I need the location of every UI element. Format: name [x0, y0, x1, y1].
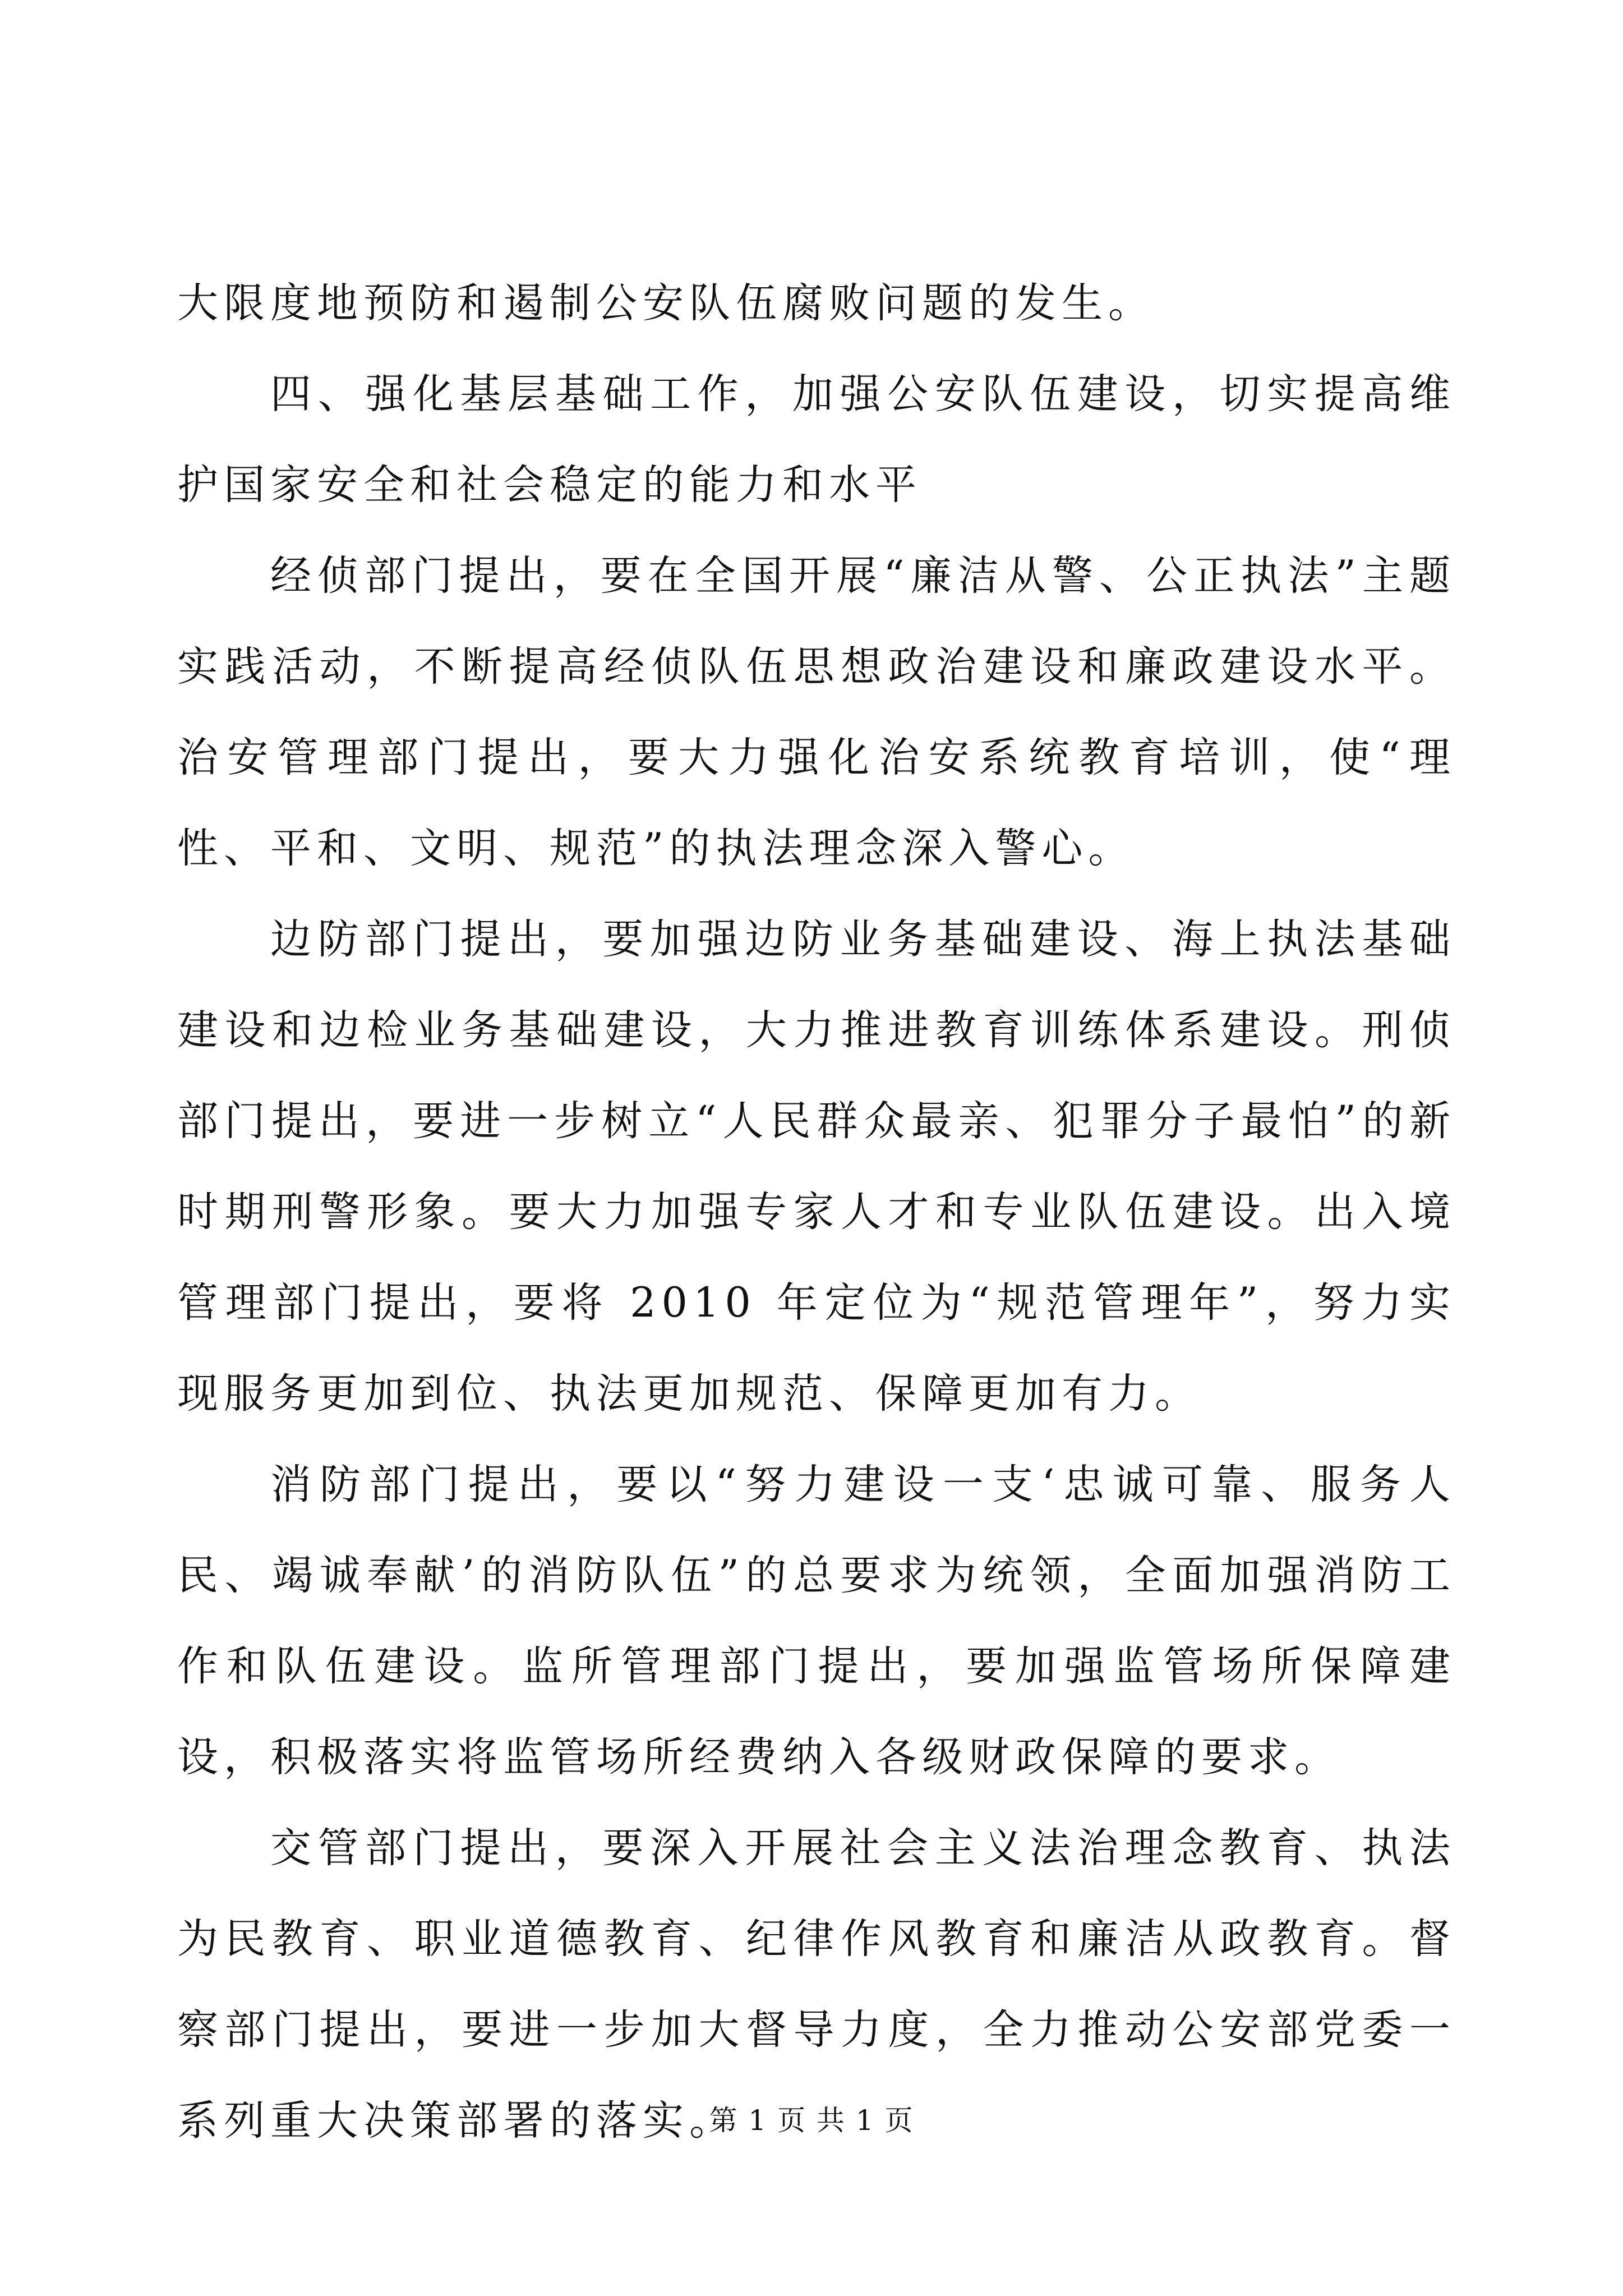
paragraph: 交管部门提出，要深入开展社会主义法治理念教育、执法为民教育、职业道德教育、纪律作风教育和廉洁从政教育。督察部门提出，要进一步加大督导力度，全力推动公安部党委一系列重大决策部署的落实。 — [177, 1824, 1456, 2145]
section-heading: 四、强化基层基础工作，加强公安队伍建设，切实提高维护国家安全和社会稳定的能力和水平 — [177, 370, 1456, 509]
page-footer — [0, 2098, 1623, 2138]
document-body — [177, 258, 1456, 2166]
paragraph: 经侦部门提出，要在全国开展“廉洁从警、公正执法”主题实践活动，不断提高经侦队伍思想政治建设和廉政建设水平。治安管理部门提出，要大力强化治安系统教育培训，使“理性、平和、文明、规范”的执法理念深入警心。 — [177, 552, 1456, 872]
paragraph: 消防部门提出，要以“努力建设一支‘忠诚可靠、服务人民、竭诚奉献’的消防队伍”的总要求为统领，全面加强消防工作和队伍建设。监所管理部门提出，要加强监管场所保障建设，积极落实将监管场所经费纳入各级财政保障的要求。 — [177, 1461, 1456, 1781]
paragraph: 边防部门提出，要加强边防业务基础建设、海上执法基础建设和边检业务基础建设，大力推进教育训练体系建设。刑侦部门提出，要进一步树立“人民群众最亲、犯罪分子最怕”的新时期刑警形象。要大力加强专家人才和专业队伍建设。出入境管理部门提出，要将 2010 年定位为“规范管理年”，努力实现服务更加到位、执法更加规范、保障更加有力。 — [177, 915, 1456, 1418]
page-number: 第 1 页 共 1 页 — [709, 2104, 914, 2137]
paragraph-continuation: 大限度地预防和遏制公安队伍腐败问题的发生。 — [177, 279, 1155, 327]
